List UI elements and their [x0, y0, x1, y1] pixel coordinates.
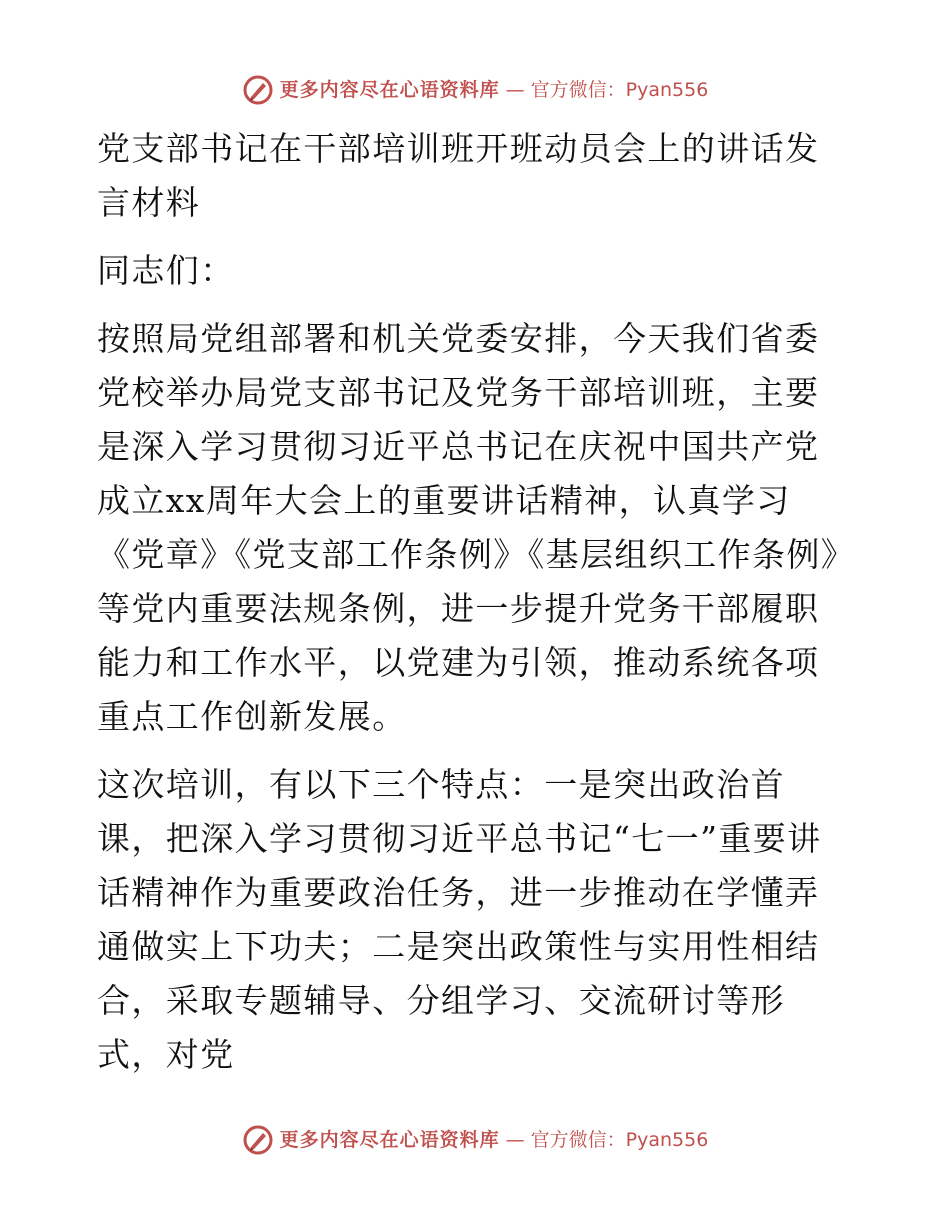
watermark-brand-text: 更多内容尽在心语资料库 — [279, 79, 500, 101]
pen-logo-icon — [242, 1124, 274, 1156]
watermark-brand-text: 更多内容尽在心语资料库 — [279, 1129, 500, 1151]
document-body — [97, 122, 849, 1082]
document-title: 党支部书记在干部培训班开班动员会上的讲话发言材料 — [97, 129, 820, 222]
watermark-dash: — — [505, 79, 525, 101]
paragraph-features: 这次培训，有以下三个特点：一是突出政治首课，把深入学习贯彻习近平总书记“七一”重要讲话精神作为重要政治任务，进一步推动在学懂弄通做实上下功夫；二是突出政策性与实用性相结合，采取专题辅导、分组学习、交流研讨等形式，对党 — [97, 765, 822, 1074]
watermark-header — [0, 74, 950, 106]
watermark-wechat-text: 官方微信：Pyan556 — [530, 79, 709, 101]
watermark-dash: — — [505, 1129, 525, 1151]
watermark-wechat-text: 官方微信：Pyan556 — [530, 1129, 709, 1151]
paragraph-intro: 按照局党组部署和机关党委安排，今天我们省委党校举办局党支部书记及党务干部培训班，主要是深入学习贯彻习近平总书记在庆祝中国共产党成立xx周年大会上的重要讲话精神，认真学习《党章》《党支部工作条例》《基层组织工作条例》等党内重要法规条例，进一步提升党务干部履职能力和工作水平，以党建为引领，推动系统各项重点工作创新发展。 — [97, 319, 839, 736]
pen-logo-icon — [242, 74, 274, 106]
paragraph-salutation: 同志们： — [97, 251, 235, 290]
watermark-footer — [0, 1124, 950, 1156]
